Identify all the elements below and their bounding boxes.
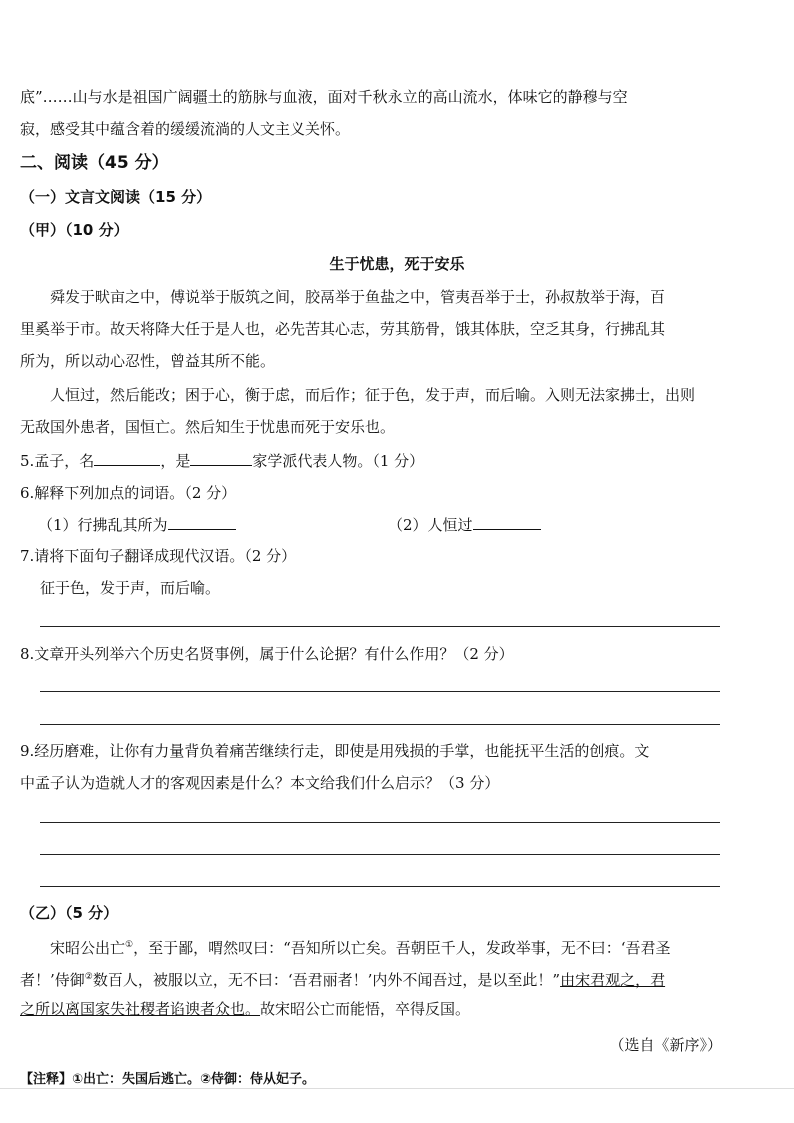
footnote-marker: ① xyxy=(125,940,134,950)
question-8: 8.文章开头列举六个历史名贤事例，属于什么论据？有什么作用？（2 分） xyxy=(20,645,514,663)
answer-line[interactable] xyxy=(40,854,720,855)
passage-line: 舜发于畎亩之中，傅说举于版筑之间，胶鬲举于鱼盐之中，管夷吾举于士，孙叔敖举于海，百 xyxy=(50,288,666,306)
answer-line[interactable] xyxy=(40,886,720,887)
question-7-sentence: 征于色，发于声，而后喻。 xyxy=(40,579,221,597)
section-heading: 二、阅读（45 分） xyxy=(20,153,169,173)
underlined-sentence: 由宋君观之，君 xyxy=(560,971,666,989)
passage-jia-heading: （甲）（10 分） xyxy=(20,221,129,239)
passage-yi-heading: （乙）（5 分） xyxy=(20,904,119,922)
answer-line[interactable] xyxy=(40,691,720,692)
subsection-heading: （一）文言文阅读（15 分） xyxy=(20,188,212,206)
passage-line: 里奚举于市。故天将降大任于是人也，必先苦其心志，劳其筋骨，饿其体肤，空乏其身，行拂乱其 xyxy=(20,320,666,338)
answer-blank[interactable] xyxy=(168,515,236,530)
question-6: 6.解释下列加点的词语。（2 分） xyxy=(20,484,237,502)
underlined-sentence: 之所以离国家失社稷者谄谀者众也。 xyxy=(20,1000,261,1018)
answer-line[interactable] xyxy=(40,626,720,627)
question-6-1: （1）行拂乱其所为 xyxy=(38,514,236,536)
answer-blank[interactable] xyxy=(473,515,541,530)
source-citation: （选自《新序》） xyxy=(609,1036,722,1054)
divider xyxy=(0,1088,794,1089)
question-6-2: （2）人恒过 xyxy=(388,514,541,536)
answer-line[interactable] xyxy=(40,724,720,725)
intro-line-1: 底”……山与水是祖国广阔疆土的筋脉与血液，面对千秋永立的高山流水，体味它的静穆与空 xyxy=(20,88,628,106)
question-5: 5.孟子，名 ，是 家学派代表人物。（1 分） xyxy=(20,452,425,470)
question-9-line-2: 中孟子认为造就人才的客观因素是什么？本文给我们什么启示？（3 分） xyxy=(20,774,500,792)
answer-line[interactable] xyxy=(40,822,720,823)
passage-line: 人恒过，然后能改；困于心，衡于虑，而后作；征于色，发于声，而后喻。入则无法家拂士，出则 xyxy=(50,386,696,404)
passage-yi-line: 者！’侍御②数百人，被服以立，无不曰：‘吾君丽者！’内外不闻吾过，是以至此！”由宋君观之，君 xyxy=(20,971,666,989)
answer-blank[interactable] xyxy=(94,451,160,466)
annotation-note: 【注释】①出亡：失国后逃亡。②侍御：侍从妃子。 xyxy=(20,1072,316,1087)
passage-yi-line: 之所以离国家失社稷者谄谀者众也。故宋昭公亡而能悟，卒得反国。 xyxy=(20,1000,471,1018)
passage-title: 生于忧患，死于安乐 xyxy=(329,255,465,273)
question-7: 7.请将下面句子翻译成现代汉语。（2 分） xyxy=(20,547,297,565)
intro-line-2: 寂，感受其中蕴含着的缓缓流淌的人文主义关怀。 xyxy=(20,120,351,138)
passage-line: 无敌国外患者，国恒亡。然后知生于忧患而死于安乐也。 xyxy=(20,418,396,436)
passage-yi-line: 宋昭公出亡①，至于鄙，喟然叹曰：“吾知所以亡矣。吾朝臣千人，发政举事，无不曰：‘吾君圣 xyxy=(50,939,671,957)
answer-blank[interactable] xyxy=(190,451,252,466)
question-9-line-1: 9.经历磨难，让你有力量背负着痛苦继续行走，即使是用残损的手掌，也能抚平生活的创痕。文 xyxy=(20,742,650,760)
passage-line: 所为，所以动心忍性，曾益其所不能。 xyxy=(20,352,276,370)
footnote-marker: ② xyxy=(84,972,93,982)
